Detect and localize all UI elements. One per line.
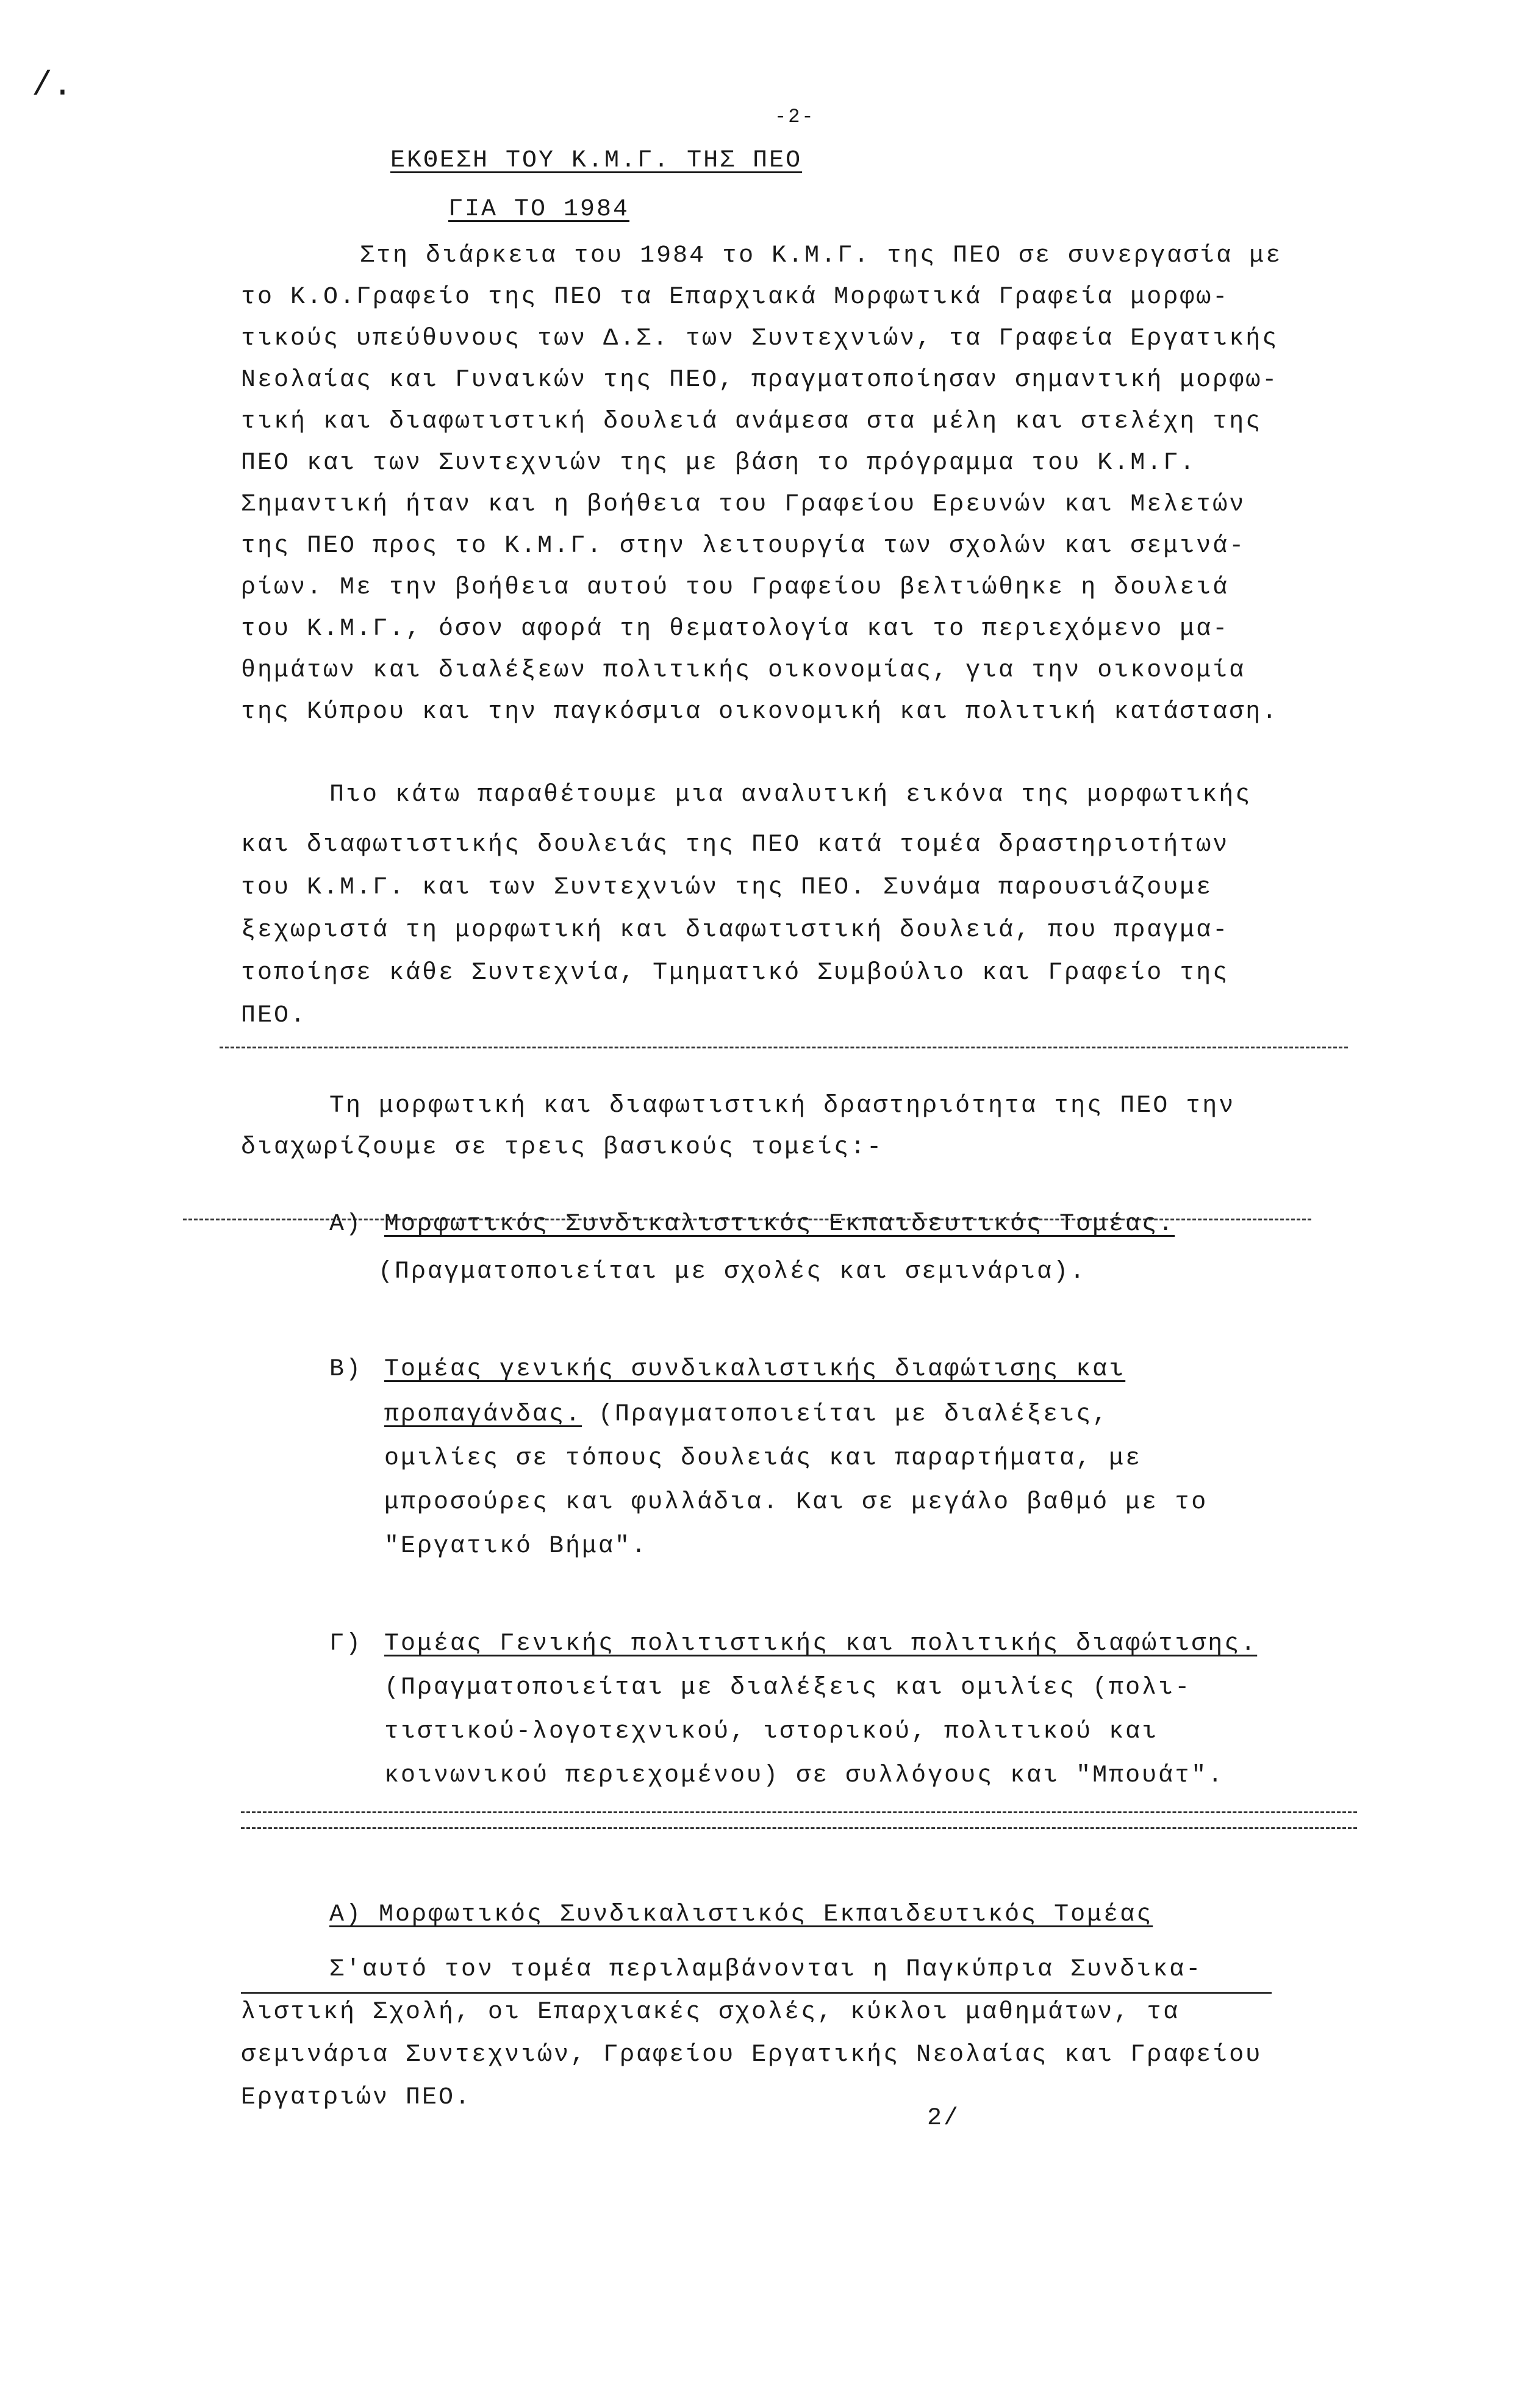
text-line: διαχωρίζουμε σε τρεις βασικούς τομείς:- [241, 1134, 884, 1161]
text-line: του Κ.Μ.Γ., όσον αφορά τη θεματολογία και το περιεχόμενο μα- [241, 615, 1230, 643]
corner-mark: /. [32, 66, 73, 105]
text-line: ξεχωριστά τη μορφωτική και διαφωτιστική δουλειά, που πραγμα- [241, 917, 1230, 944]
divider [241, 1827, 1357, 1829]
text-line: λιστική Σχολή, οι Επαρχιακές σχολές, κύκλοι μαθημάτων, τα [241, 1999, 1180, 2026]
sector-body: κοινωνικού περιεχομένου) σε συλλόγους και "Μπουάτ". [384, 1762, 1225, 1789]
sector-label: Α) [329, 1211, 363, 1238]
text-line: ΠΕΟ και των Συντεχνιών της με βάση το πρόγραμμα του Κ.Μ.Γ. [241, 449, 1197, 477]
page-title: ΕΚΘΕΣΗ ΤΟΥ Κ.Μ.Γ. ΤΗΣ ΠΕΟ [390, 147, 803, 174]
section-heading: Α) Μορφωτικός Συνδικαλιστικός Εκπαιδευτικός Τομέας [329, 1901, 1153, 1928]
text-line: ρίων. Με την βοήθεια αυτού του Γραφείου βελτιώθηκε η δουλειά [241, 574, 1230, 601]
sector-body: "Εργατικό Βήμα". [384, 1533, 648, 1560]
text-line: και διαφωτιστικής δουλειάς της ΠΕΟ κατά τομέα δραστηριοτήτων [241, 831, 1230, 859]
sector-label: Γ) [329, 1630, 363, 1658]
text-line: τικούς υπεύθυνους των Δ.Σ. των Συντεχνιών, τα Γραφεία Εργατικής [241, 325, 1279, 353]
text-line: το Κ.Ο.Γραφείο της ΠΕΟ τα Επαρχιακά Μορφωτικά Γραφεία μορφω- [241, 284, 1230, 311]
text-line: της Κύπρου και την παγκόσμια οικονομική και πολιτική κατάσταση. [241, 698, 1279, 726]
text-line: τοποίησε κάθε Συντεχνία, Τμηματικό Συμβούλιο και Γραφείο της [241, 959, 1230, 987]
text-line: Σημαντική ήταν και η βοήθεια του Γραφείου Ερευνών και Μελετών [241, 491, 1246, 518]
divider [241, 1811, 1357, 1813]
text-line: Πιο κάτω παραθέτουμε μια αναλυτική εικόνα της μορφωτικής [329, 781, 1252, 809]
sector-title: Τομέας γενικής συνδικαλιστικής διαφώτισης και [384, 1356, 1126, 1383]
sector-body: (Πραγματοποιείται με διαλέξεις και ομιλίες (πολι- [384, 1674, 1192, 1702]
sector-title: Τομέας Γενικής πολιτιστικής και πολιτικής διαφώτισης. [384, 1630, 1258, 1658]
text-line: Τη μορφωτική και διαφωτιστική δραστηριότητα της ΠΕΟ την [329, 1092, 1236, 1120]
text-line: τική και διαφωτιστική δουλειά ανάμεσα στα μέλη και στελέχη της [241, 408, 1262, 435]
text-line: Νεολαίας και Γυναικών της ΠΕΟ, πραγματοποίησαν σημαντική μορφω- [241, 367, 1279, 394]
sector-body: ομιλίες σε τόπους δουλειάς και παραρτήματα, με [384, 1445, 1142, 1472]
text-line: ΠΕΟ. [241, 1002, 307, 1029]
sector-body-start: (Πραγματοποιείται με διαλέξεις, [582, 1401, 1109, 1428]
sector-title-continued [384, 1400, 1109, 1430]
text-line: της ΠΕΟ προς το Κ.Μ.Γ. στην λειτουργία των σχολών και σεμινά- [241, 532, 1246, 560]
text-line: Σ'αυτό τον τομέα περιλαμβάνονται η Παγκύπρια Συνδικα- [329, 1956, 1203, 1983]
sector-label: Β) [329, 1356, 363, 1383]
divider [220, 1047, 1348, 1048]
text-line: σεμινάρια Συντεχνιών, Γραφείου Εργατικής Νεολαίας και Γραφείου [241, 2041, 1262, 2069]
continuation-marker: 2/ [927, 2105, 961, 2132]
page-subtitle: ΓΙΑ ΤΟ 1984 [448, 196, 630, 223]
sector-title-line2: προπαγάνδας. [384, 1401, 582, 1428]
text-line: Εργατριών ΠΕΟ. [241, 2084, 472, 2111]
page-marker: -2- [775, 106, 815, 128]
sector-title: Μορφωτικός Συνδικαλιστικός Εκπαιδευτικός Τομέας. [384, 1211, 1175, 1238]
sector-body: μπροσούρες και φυλλάδια. Και σε μεγάλο βαθμό με το [384, 1489, 1208, 1516]
text-line: του Κ.Μ.Γ. και των Συντεχνιών της ΠΕΟ. Συνάμα παρουσιάζουμε [241, 874, 1213, 901]
sector-body: (Πραγματοποιείται με σχολές και σεμινάρια). [378, 1258, 1087, 1286]
divider [241, 1992, 1272, 1994]
text-line: θημάτων και διαλέξεων πολιτικής οικονομίας, για την οικονομία [241, 657, 1246, 684]
sector-body: τιστικού-λογοτεχνικού, ιστορικού, πολιτικού και [384, 1718, 1159, 1746]
text-line: Στη διάρκεια του 1984 το Κ.Μ.Γ. της ΠΕΟ σε συνεργασία με [360, 242, 1283, 270]
